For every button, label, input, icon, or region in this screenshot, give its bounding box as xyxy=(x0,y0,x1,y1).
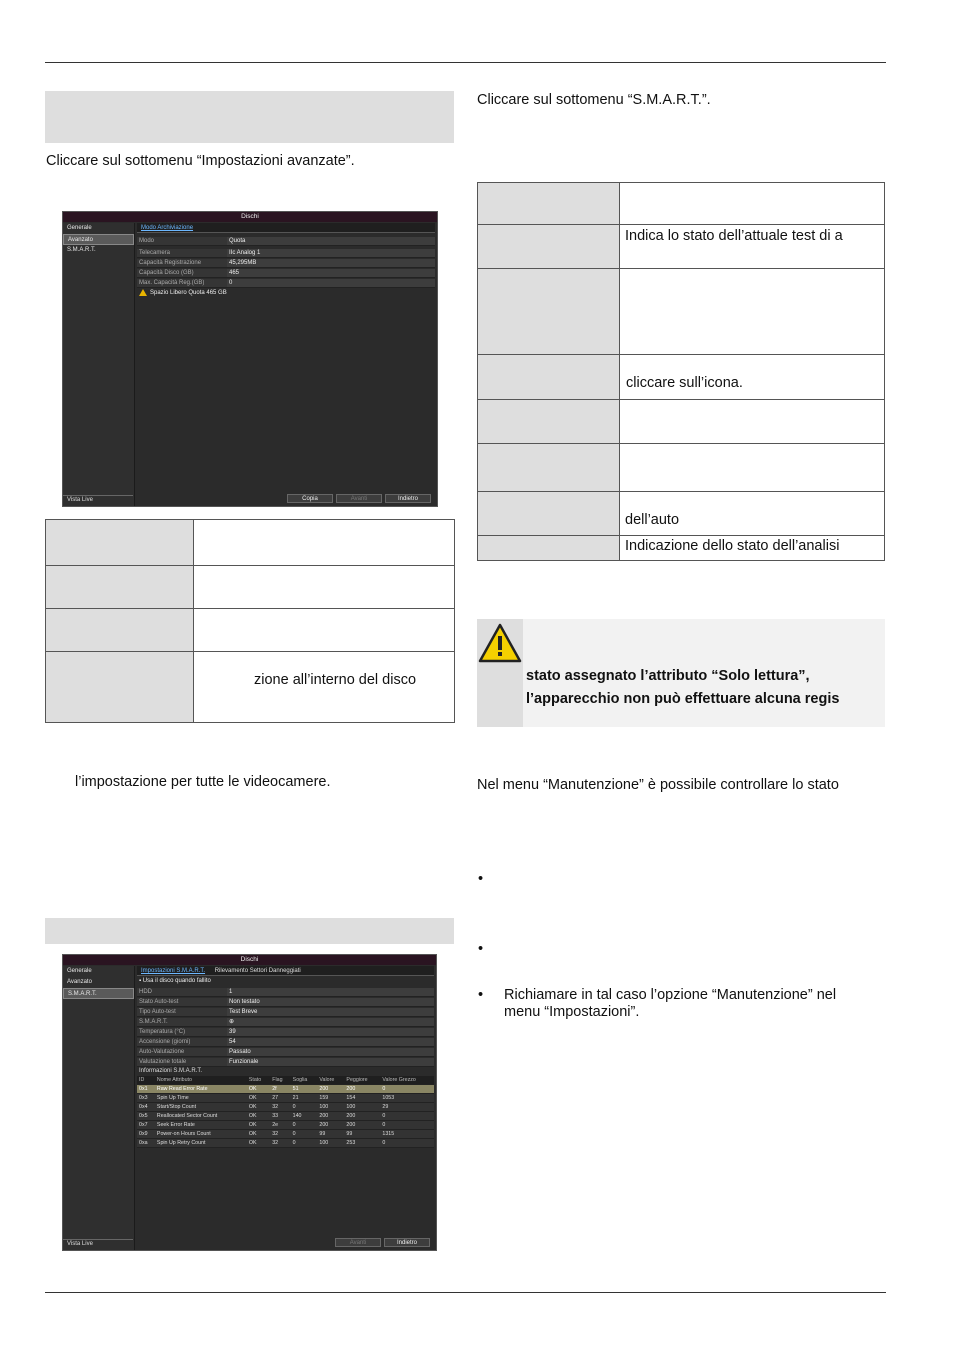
bullet-3: • xyxy=(478,987,484,1003)
dvr1-side-general[interactable]: Generale xyxy=(67,225,92,231)
smart-table-cell: 140 xyxy=(291,1112,318,1121)
smart-table-cell: 32 xyxy=(270,1130,290,1139)
smart-table-cell: 29 xyxy=(380,1103,434,1112)
smart-table-cell: 200 xyxy=(344,1121,380,1130)
smart-table-cell: OK xyxy=(247,1103,270,1112)
next-button[interactable]: Avanti xyxy=(336,494,382,503)
dvr1-tabs xyxy=(137,223,435,233)
section-header-advanced xyxy=(45,91,454,143)
smart-table-row[interactable] xyxy=(137,1103,434,1112)
smart-table-cell: 253 xyxy=(344,1139,380,1148)
dvr1-buttons xyxy=(287,494,431,503)
smart-table-cell: 0 xyxy=(291,1130,318,1139)
smart-table-cell: Seek Error Rate xyxy=(155,1121,247,1130)
smart-table-row[interactable] xyxy=(137,1121,434,1130)
dvr-smart-screenshot xyxy=(62,954,437,1251)
dvr1-row-camera[interactable]: Telecamera IIc Analog 1 xyxy=(137,249,435,258)
dvr2-row-selftest-status: Stato Auto-test Non testato xyxy=(137,998,434,1007)
smart-table-cell: 100 xyxy=(317,1139,344,1148)
smart-attribute-table xyxy=(137,1076,434,1148)
top-rule xyxy=(45,62,886,63)
smart-table-cell: 200 xyxy=(344,1112,380,1121)
smart-table-header: ID Nome Attributo Stato Flag Soglia Valore Peggiore Valore Grezzo xyxy=(137,1076,434,1085)
smart-table-cell: OK xyxy=(247,1130,270,1139)
dvr1-tab-storage-mode[interactable]: Modo Archiviazione xyxy=(141,225,194,231)
smart-table-cell: 0 xyxy=(291,1103,318,1112)
smart-table-cell: 0 xyxy=(291,1121,318,1130)
dvr1-live-view[interactable]: Vista Live xyxy=(63,495,133,504)
smart-table-cell: OK xyxy=(247,1112,270,1121)
left-note: l’impostazione per tutte le videocamere. xyxy=(75,774,331,790)
maintenance-text: Nel menu “Manutenzione” è possibile controllare lo stato xyxy=(477,777,839,793)
left-intro: Cliccare sul sottomenu “Impostazioni avanzate”. xyxy=(46,153,355,169)
smart-table-cell: 200 xyxy=(317,1121,344,1130)
smart-table-cell: 154 xyxy=(344,1094,380,1103)
next-button-2[interactable]: Avanti xyxy=(335,1238,381,1247)
smart-table-cell: 0 xyxy=(380,1121,434,1130)
dvr2-tabs xyxy=(137,966,434,976)
bullet-1: • xyxy=(478,871,484,887)
caution-bar xyxy=(477,619,523,727)
smart-table-cell: 0 xyxy=(380,1085,434,1094)
right-intro: Cliccare sul sottomenu “S.M.A.R.T.”. xyxy=(477,92,711,108)
dvr2-side-smart[interactable]: S.M.A.R.T. xyxy=(63,988,134,999)
smart-table-cell: OK xyxy=(247,1085,270,1094)
smart-table-cell: 99 xyxy=(317,1130,344,1139)
dvr1-title: Dischi xyxy=(63,212,437,222)
copy-button[interactable]: Copia xyxy=(287,494,333,503)
right-param-table: Indica lo stato dell’attuale test di a cliccare sull’icona. dell’auto Indicazione dello stato dell’analisi xyxy=(477,182,885,561)
smart-table-cell: Start/Stop Count xyxy=(155,1103,247,1112)
dvr2-side-general[interactable]: Generale xyxy=(67,968,92,974)
smart-table-row[interactable] xyxy=(137,1112,434,1121)
dvr2-row-temperature: Temperatura (°C) 39 xyxy=(137,1028,434,1037)
dvr2-side-advanced[interactable]: Avanzato xyxy=(67,979,92,985)
dvr2-row-power-on: Accensione (giorni) 54 xyxy=(137,1038,434,1047)
smart-table-cell: 200 xyxy=(317,1112,344,1121)
smart-table-cell: 0x9 xyxy=(137,1130,155,1139)
smart-table-cell: 0xa xyxy=(137,1139,155,1148)
bullet-2: • xyxy=(478,941,484,957)
smart-table-cell: Reallocated Sector Count xyxy=(155,1112,247,1121)
smart-table-cell: OK xyxy=(247,1139,270,1148)
smart-table-cell: 200 xyxy=(344,1085,380,1094)
smart-table-cell: 0 xyxy=(380,1112,434,1121)
smart-info-title: Informazioni S.M.A.R.T. xyxy=(139,1068,203,1074)
dvr1-row-rec-capacity: Capacità Registrazione 45,295MB xyxy=(137,259,435,268)
caution-text: stato assegnato l’attributo “Solo lettura”, l’apparecchio non può effettuare alcuna regis xyxy=(526,668,840,707)
dvr1-side-smart[interactable]: S.M.A.R.T. xyxy=(67,247,96,253)
smart-table-cell: 1053 xyxy=(380,1094,434,1103)
dvr2-row-total-eval: Valutazione totale Funzionale xyxy=(137,1058,434,1067)
smart-table-cell: Raw Read Error Rate xyxy=(155,1085,247,1094)
smart-table-cell: 33 xyxy=(270,1112,290,1121)
smart-table-cell: 51 xyxy=(291,1085,318,1094)
dvr2-row-hdd[interactable]: HDD 1 xyxy=(137,988,434,997)
caution-box xyxy=(477,619,885,727)
smart-table-cell: OK xyxy=(247,1121,270,1130)
bullet-3-text: Richiamare in tal caso l’opzione “Manutenzione” nel menu “Impostazioni”. xyxy=(504,987,837,1020)
smart-table-cell: 200 xyxy=(317,1085,344,1094)
dvr1-row-disk-capacity: Capacità Disco (GB) 465 xyxy=(137,269,435,278)
smart-table-cell: 1315 xyxy=(380,1130,434,1139)
smart-table-cell: 100 xyxy=(344,1103,380,1112)
warning-icon xyxy=(477,621,523,667)
back-button[interactable]: Indietro xyxy=(385,494,431,503)
dvr2-title: Dischi xyxy=(63,955,436,965)
dvr1-row-max-capacity[interactable]: Max. Capacità Reg.(GB) 0 xyxy=(137,279,435,288)
smart-table-cell: 32 xyxy=(270,1139,290,1148)
bottom-rule xyxy=(45,1292,886,1293)
warning-icon xyxy=(139,289,147,296)
tab-bad-sector[interactable]: Rilevamento Settori Danneggiati xyxy=(214,968,301,974)
smart-table-row[interactable] xyxy=(137,1139,434,1148)
dvr1-side-advanced[interactable]: Avanzato xyxy=(63,234,134,245)
dvr-advanced-screenshot xyxy=(62,211,438,507)
dvr2-main xyxy=(137,966,434,1250)
smart-table-cell: OK xyxy=(247,1094,270,1103)
smart-table-cell: 21 xyxy=(291,1094,318,1103)
smart-table-cell: 0 xyxy=(291,1139,318,1148)
smart-table-cell: 0x4 xyxy=(137,1103,155,1112)
left-param-table: zione all’interno del disco xyxy=(45,519,455,723)
back-button-2[interactable]: Indietro xyxy=(384,1238,430,1247)
smart-table-row[interactable] xyxy=(137,1130,434,1139)
smart-table-cell: 99 xyxy=(344,1130,380,1139)
smart-table-cell: Spin Up Time xyxy=(155,1094,247,1103)
smart-table-cell: 32 xyxy=(270,1103,290,1112)
dvr2-row-self-eval: Auto-Valutazione Passato xyxy=(137,1048,434,1057)
dvr1-main xyxy=(137,223,435,506)
dvr2-row-selftest-type[interactable]: Tipo Auto-test Test Breve xyxy=(137,1008,434,1017)
smart-table-cell: 0x3 xyxy=(137,1094,155,1103)
dvr1-row-mode[interactable]: Modo Quota xyxy=(137,237,435,246)
smart-table-row[interactable] xyxy=(137,1094,434,1103)
smart-table-cell: 0x7 xyxy=(137,1121,155,1130)
smart-table-cell: 0x1 xyxy=(137,1085,155,1094)
dvr2-sidebar xyxy=(63,966,135,1250)
smart-table-cell: 100 xyxy=(317,1103,344,1112)
smart-table-cell: 0x5 xyxy=(137,1112,155,1121)
dvr2-checkbox[interactable]: ▪ Usa il disco quando fallito xyxy=(139,978,211,984)
dvr2-live-view[interactable]: Vista Live xyxy=(63,1239,133,1248)
tab-smart-settings[interactable]: Impostazioni S.M.A.R.T. xyxy=(141,968,206,974)
smart-table-cell: 27 xyxy=(270,1094,290,1103)
smart-table-cell: 2e xyxy=(270,1121,290,1130)
smart-table-cell: 159 xyxy=(317,1094,344,1103)
dvr1-warning: Spazio Libero Quota 465 GB xyxy=(137,288,435,299)
smart-table-cell: Power-on Hours Count xyxy=(155,1130,247,1139)
dvr1-sidebar xyxy=(63,223,135,506)
smart-table-cell: 2f xyxy=(270,1085,290,1094)
smart-table-cell: Spin Up Retry Count xyxy=(155,1139,247,1148)
section-header-smart xyxy=(45,918,454,944)
dvr2-row-smart[interactable]: S.M.A.R.T. ⊕ xyxy=(137,1018,434,1027)
smart-table-row[interactable] xyxy=(137,1085,434,1094)
smart-table-cell: 0 xyxy=(380,1139,434,1148)
dvr2-buttons xyxy=(335,1238,430,1247)
